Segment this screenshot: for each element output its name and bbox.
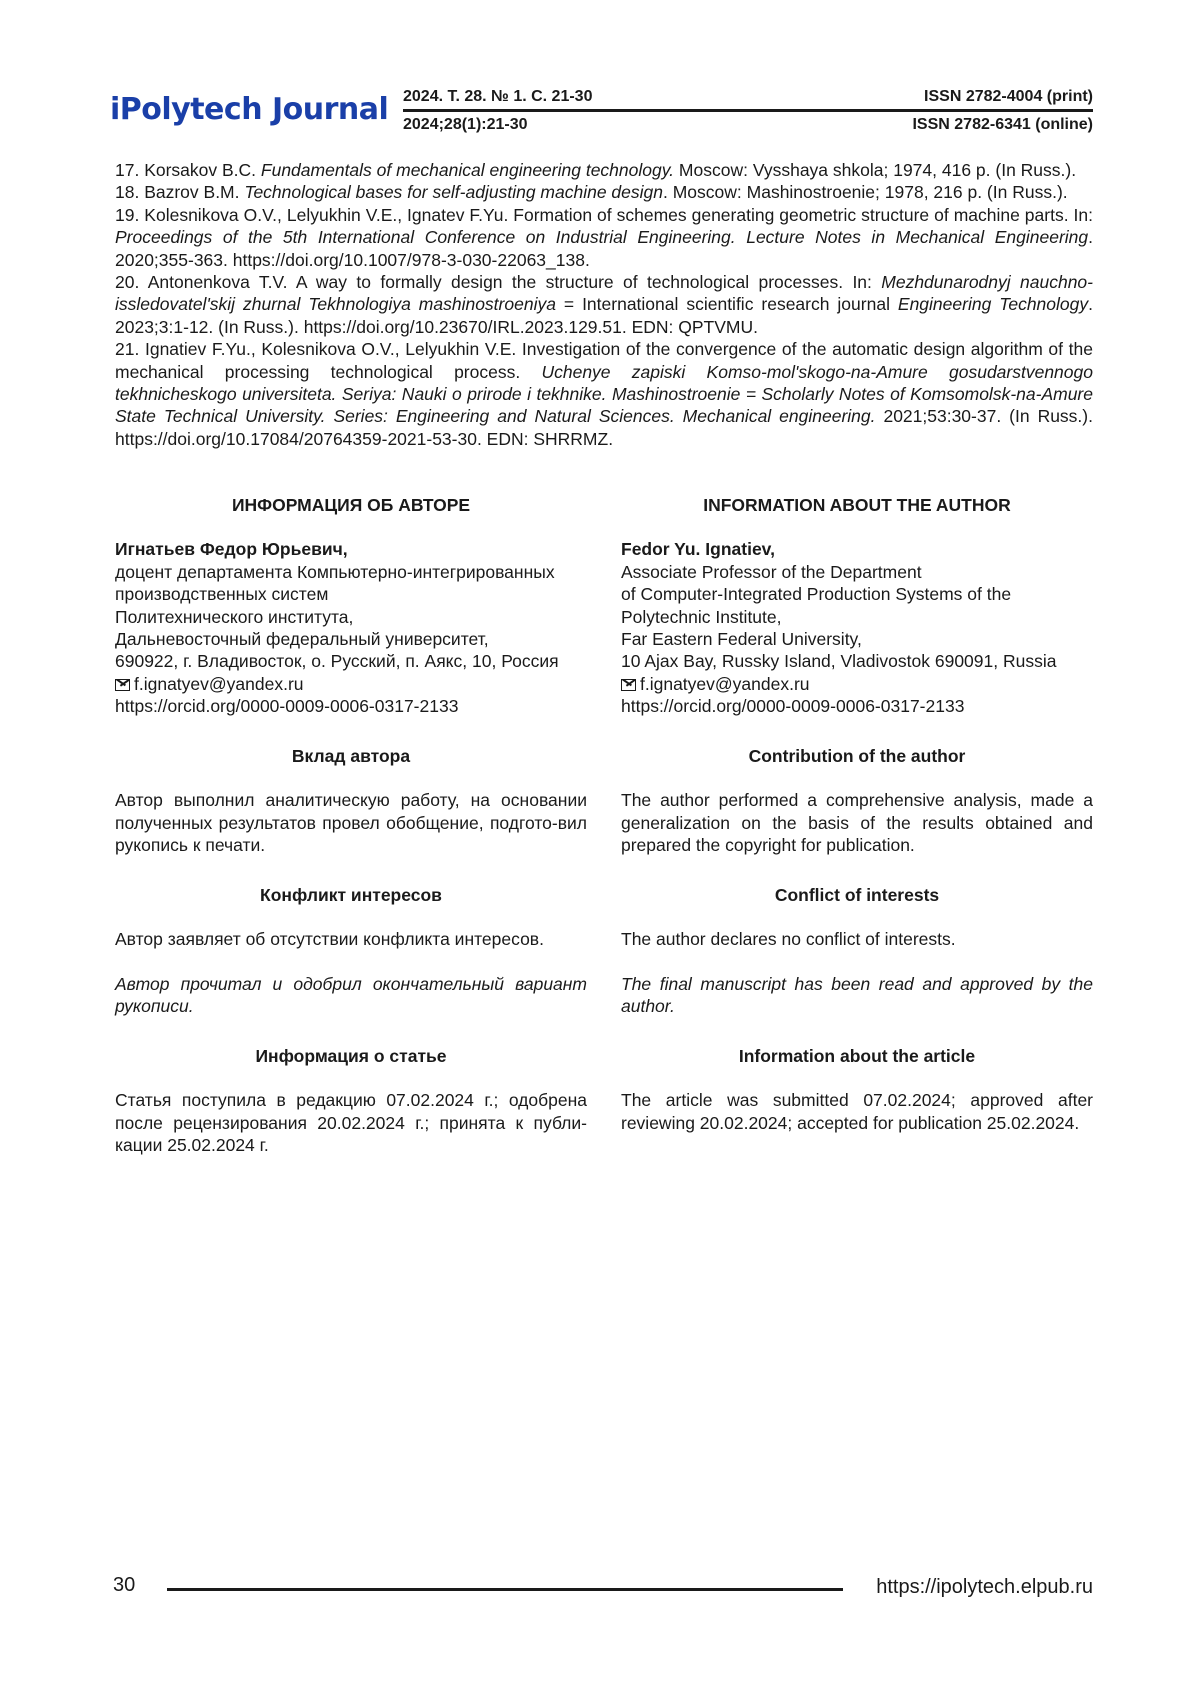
references-list	[115, 159, 1093, 450]
envelope-icon	[115, 679, 130, 691]
en-conflict-text: The author declares no conflict of interests.	[621, 929, 956, 950]
ru-article-text: Статья поступила в редакцию 07.02.2024 г.; одобрена после рецензирования 20.02.2024 г.; принята к публи-кации 25.02.2024 г.	[115, 1090, 587, 1156]
en-author-heading: INFORMATION ABOUT THE AUTHOR	[703, 495, 1011, 515]
ru-affiliation-1: доцент департамента Компьютерно-интегрированных	[115, 561, 555, 582]
journal-logo: iPolytech Journal	[110, 92, 389, 127]
ref-text: 2021;53:30-37. (In Russ.). https://doi.org/10.17084/20764359-2021-53-30. EDN: SHRRMZ.	[115, 406, 1093, 449]
envelope-icon	[621, 679, 636, 691]
ru-contribution	[115, 745, 587, 857]
en-affiliation-5: 10 Ajax Bay, Russky Island, Vladivostok 690091, Russia	[621, 651, 1057, 672]
ru-approved-text: Автор прочитал и одобрил окончательный вариант рукописи.	[115, 973, 587, 1017]
ru-conflict	[115, 884, 587, 1018]
en-affiliation-1: Associate Professor of the Department	[621, 561, 922, 582]
en-affiliation-2: of Computer-Integrated Production Systems of the	[621, 584, 1012, 605]
ref-text: 18. Bazrov B.M.	[115, 182, 245, 203]
reference-17	[115, 159, 1093, 181]
ref-title: Technological bases for self-adjusting machine design	[244, 182, 663, 203]
ru-email-line	[115, 673, 587, 695]
ref-text: 20. Antonenkova T.V. A way to formally design the structure of technological processes. In:	[115, 272, 882, 293]
ru-article-heading: Информация о статье	[255, 1046, 447, 1066]
ref-title: Fundamentals of mechanical engineering technology.	[260, 160, 675, 180]
en-email[interactable]: f.ignatyev@yandex.ru	[640, 673, 810, 694]
en-conflict-heading: Conflict of interests	[774, 885, 940, 905]
reference-21	[115, 338, 1093, 450]
ru-affiliation-2: производственных систем	[115, 584, 329, 605]
en-affiliation-4: Far Eastern Federal University,	[621, 629, 862, 650]
page-number: 30	[113, 1574, 136, 1596]
ru-email[interactable]: f.ignatyev@yandex.ru	[134, 673, 304, 694]
ru-affiliation-3: Политехнического института,	[115, 606, 354, 627]
footer-url[interactable]: https://ipolytech.elpub.ru	[876, 1576, 1093, 1598]
ru-author-name: Игнатьев Федор Юрьевич,	[115, 539, 348, 560]
ru-orcid[interactable]: https://orcid.org/0000-0009-0006-0317-2133	[115, 696, 459, 717]
ru-article-info	[115, 1045, 587, 1157]
en-orcid[interactable]: https://orcid.org/0000-0009-0006-0317-2133	[621, 696, 965, 717]
ref-text: 21. Ignatiev F.Yu., Kolesnikova O.V., Lelyukhin V.E. Investigation of the convergence of the automatic design algorithm of the mechanical processing technological process.	[115, 339, 1093, 382]
ref-text: . 2020;355-363. https://doi.org/10.1007/978-3-030-22063_138.	[115, 227, 1093, 270]
en-contribution-heading: Contribution of the author	[748, 746, 966, 766]
header-rule	[403, 109, 1093, 112]
ref-text: 17. Korsakov B.C.	[115, 160, 261, 180]
ref-title: Mezhdunarodnyj nauchno-issledovatel'skij zhurnal Tekhnologiya mashinostroeniya	[115, 272, 1093, 315]
ref-text: . Moscow: Mashinostroenie; 1978, 216 p. (In Russ.).	[663, 182, 1068, 203]
en-email-line	[621, 673, 1093, 695]
en-conflict	[621, 884, 1093, 1018]
issue-ru: 2024. Т. 28. № 1. С. 21-30	[403, 88, 593, 105]
ru-conflict-heading: Конфликт интересов	[260, 885, 442, 905]
en-affiliation-3: Polytechnic Institute,	[621, 606, 782, 627]
ref-text: 19. Kolesnikova O.V., Lelyukhin V.E., Ignatev F.Yu. Formation of schemes generating geometric structure of machine parts. In:	[115, 204, 1093, 225]
issn-print: ISSN 2782-4004 (print)	[924, 88, 1093, 105]
issn-online: ISSN 2782-6341 (online)	[912, 116, 1093, 133]
en-author-name: Fedor Yu. Ignatiev,	[621, 539, 775, 560]
en-article-heading: Information about the article	[738, 1046, 976, 1066]
ref-title: Engineering Technology	[897, 294, 1089, 315]
ref-title: Uchenye zapiski Komso-mol'skogo-na-Amure gosudarstvennogo tekhnicheskogo universiteta. Seriya: Nauki o prirode i tekhnike. Mashinostroenie = Scholarly Notes of Komsomolsk-na-Amure State Technical University. Series: Engineering and Natural Sciences. Mechanical engineering.	[115, 361, 1093, 427]
en-article-text: The article was submitted 07.02.2024; approved after reviewing 20.02.2024; accepted for publication 25.02.2024.	[621, 1090, 1093, 1133]
ru-conflict-text: Автор заявляет об отсутствии конфликта интересов.	[115, 929, 544, 950]
en-author-info	[621, 494, 1093, 718]
ru-author-heading: ИНФОРМАЦИЯ ОБ АВТОРЕ	[231, 495, 471, 515]
ru-affiliation-4: Дальневосточный федеральный университет,	[115, 629, 489, 650]
ref-title: Proceedings of the 5th International Conference on Industrial Engineering. Lecture Notes in Mechanical Engineering	[115, 227, 1089, 248]
ref-text: . 2023;3:1-12. (In Russ.). https://doi.org/10.23670/IRL.2023.129.51. EDN: QPTVMU.	[115, 294, 1094, 337]
ru-contribution-text: Автор выполнил аналитическую работу, на основании полученных результатов провел обобщение, подгото-вил рукопись к печати.	[115, 790, 587, 856]
ru-author-info	[115, 494, 587, 718]
issue-en: 2024;28(1):21-30	[403, 116, 528, 133]
reference-18	[115, 181, 1093, 203]
footer-rule	[167, 1588, 843, 1591]
reference-19	[115, 204, 1093, 271]
en-article-info	[621, 1045, 1093, 1134]
reference-20	[115, 271, 1093, 338]
en-contribution-text: The author performed a comprehensive analysis, made a generalization on the basis of the results obtained and prepared the copyright for publication.	[621, 790, 1093, 856]
ref-text: = International scientific research journal	[555, 294, 898, 315]
ref-text: Moscow: Vysshaya shkola; 1974, 416 p. (In Russ.).	[674, 160, 1077, 180]
en-contribution	[621, 745, 1093, 857]
ru-affiliation-5: 690922, г. Владивосток, о. Русский, п. Аякс, 10, Россия	[115, 651, 559, 672]
ru-contribution-heading: Вклад автора	[291, 746, 411, 766]
en-approved-text: The final manuscript has been read and approved by the author.	[621, 973, 1093, 1017]
